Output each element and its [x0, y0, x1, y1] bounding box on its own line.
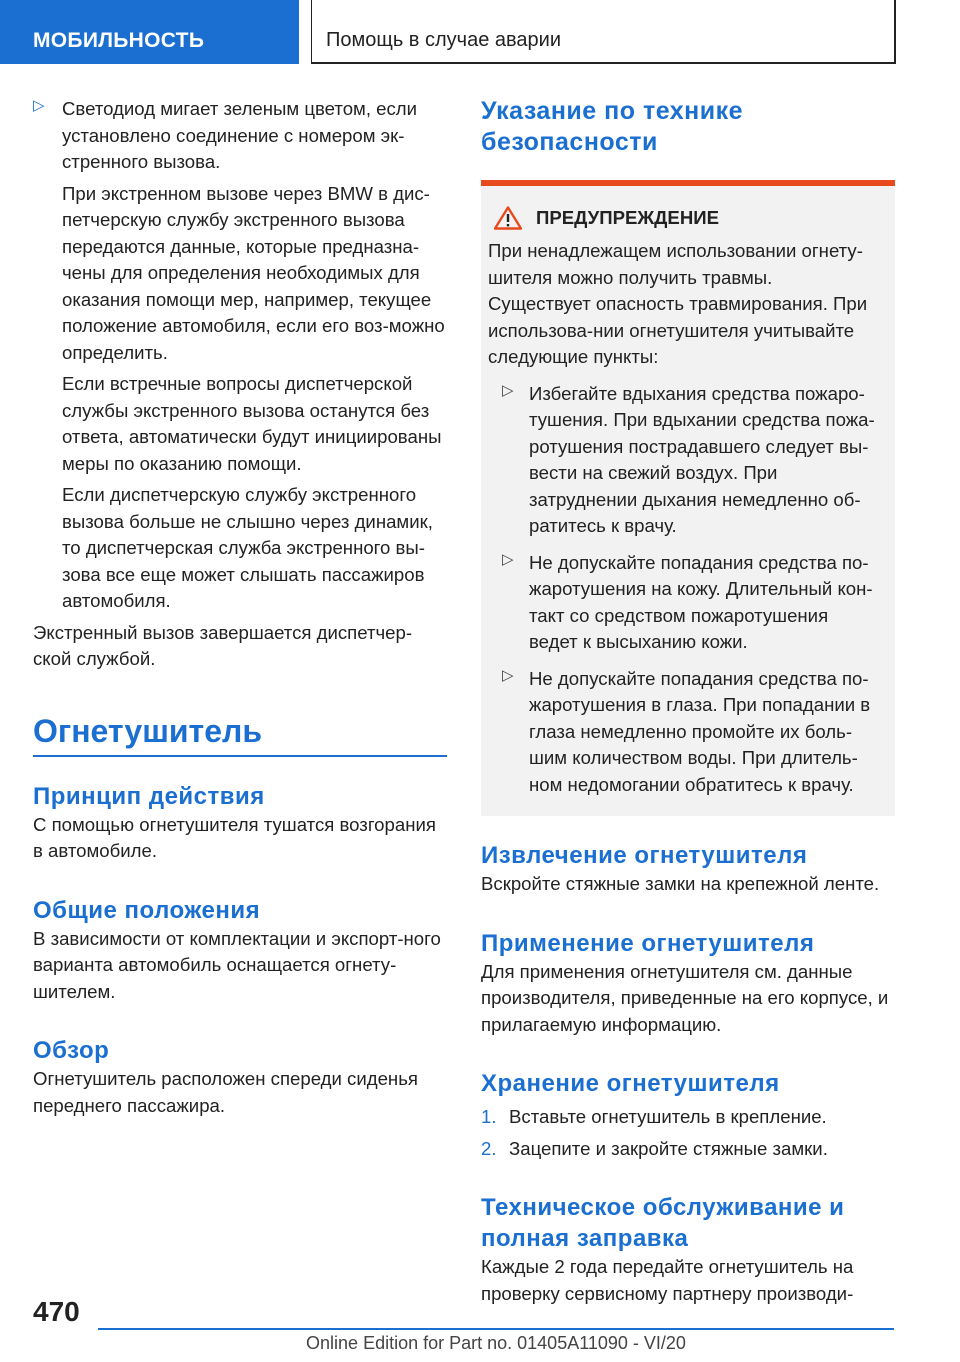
paragraph: Светодиод мигает зеленым цветом, если установлено соединение с номером эк-стренного вызова.: [62, 98, 418, 172]
warning-title: [488, 206, 877, 230]
paragraph: Огнетушитель расположен спереди сиденья переднего пассажира.: [33, 1068, 418, 1116]
section-heading: Техническое обслуживание и полная заправка: [481, 1194, 845, 1252]
step-number: 2.: [481, 1137, 497, 1159]
section-title: Помощь в случае аварии: [311, 0, 896, 64]
paragraph: Вскройте стяжные замки на крепежной ленте.: [481, 873, 880, 894]
warning-item-text: Не допускайте попадания средства по-жаротушения в глаза. При попадании в глаза немедленно промойте их боль-шим количеством воды. При длитель-ном недомогании обратитесь к врачу.: [529, 667, 871, 795]
section-heading: Хранение огнетушителя: [481, 1070, 780, 1097]
section-heading: Указание по технике безопасности: [481, 97, 744, 156]
footer-divider: [98, 1328, 894, 1330]
section-heading: Обзор: [33, 1037, 110, 1064]
paragraph: Для применения огнетушителя см. данные производителя, приведенные на его корпусе, и прилагаемую информацию.: [481, 960, 889, 1035]
warning-intro: При ненадлежащем использовании огнету-шителя можно получить травмы. Существует опасность травмирования. При использова-нии огнетушителя учитывайте следующие пункты:: [488, 240, 868, 367]
paragraph: С помощью огнетушителя тушатся возгорания в автомобиле.: [33, 813, 436, 861]
paragraph: При экстренном вызове через BMW в дис-петчерскую службу экстренного вызова передаются данные, которые предназна-чены для определения необходимых для оказания помощи мер, например, текущее положение автомобиля, если его воз-можно определить.: [62, 182, 445, 363]
bullet-item: [33, 96, 447, 615]
triangle-bullet-icon: ▷: [502, 381, 514, 399]
warning-item: [488, 666, 877, 799]
paragraph: В зависимости от комплектации и экспорт-ного варианта автомобиль оснащается огнету-шителем.: [33, 927, 441, 1002]
page-number: 470: [33, 1296, 80, 1327]
triangle-bullet-icon: ▷: [502, 550, 514, 568]
paragraph: Каждые 2 года передайте огнетушитель на проверку сервисному партнеру производи-: [481, 1256, 854, 1304]
step-text: Вставьте огнетушитель в крепление.: [509, 1106, 827, 1127]
footer-edition: Online Edition for Part no. 01405A11090 - VI/20: [306, 1333, 686, 1353]
step-text: Зацепите и закройте стяжные замки.: [509, 1137, 828, 1159]
warning-item-text: Избегайте вдыхания средства пожаро-тушения. При вдыхании средства пожа-ротушения пострадавшего следует вы-вести на свежий воздух. При затруднении дыхания немедленно об-ратитесь к врачу.: [529, 382, 875, 536]
warning-box: [481, 180, 895, 816]
warning-item-text: Не допускайте попадания средства по-жаротушения на кожу. Длительный кон-такт со средством пожаротушения ведет к высыханию кожи.: [529, 551, 873, 652]
paragraph: Экстренный вызов завершается диспетчер-ской службой.: [33, 621, 413, 669]
chapter-heading: Огнетушитель: [33, 711, 447, 757]
warning-item: [488, 381, 877, 540]
section-heading: Применение огнетушителя: [481, 929, 815, 957]
section-heading: Извлечение огнетушителя: [481, 842, 808, 869]
paragraph: Если диспетчерскую службу экстренного вызова больше не слышно через динамик, то диспетчерская служба экстренного вы-зова все еще может слышать пассажиров автомобиля.: [62, 484, 433, 611]
warning-triangle-icon: [494, 206, 522, 230]
section-heading: Общие положения: [33, 896, 261, 924]
warning-title-text: ПРЕДУПРЕЖДЕНИЕ: [536, 207, 720, 228]
left-column: [33, 96, 447, 1119]
list-item: [481, 1104, 895, 1131]
step-number: 1.: [481, 1106, 497, 1127]
triangle-bullet-icon: ▷: [502, 666, 514, 684]
right-column: [481, 96, 895, 1307]
warning-item: [488, 550, 877, 656]
chapter-tab: МОБИЛЬНОСТЬ: [0, 0, 299, 64]
paragraph: Если встречные вопросы диспетчерской службы экстренного вызова останутся без ответа, автоматически будут инициированы меры по оказанию помощи.: [62, 373, 442, 474]
list-item: [481, 1136, 895, 1163]
section-heading: Принцип действия: [33, 782, 265, 810]
triangle-bullet-icon: ▷: [33, 97, 45, 114]
